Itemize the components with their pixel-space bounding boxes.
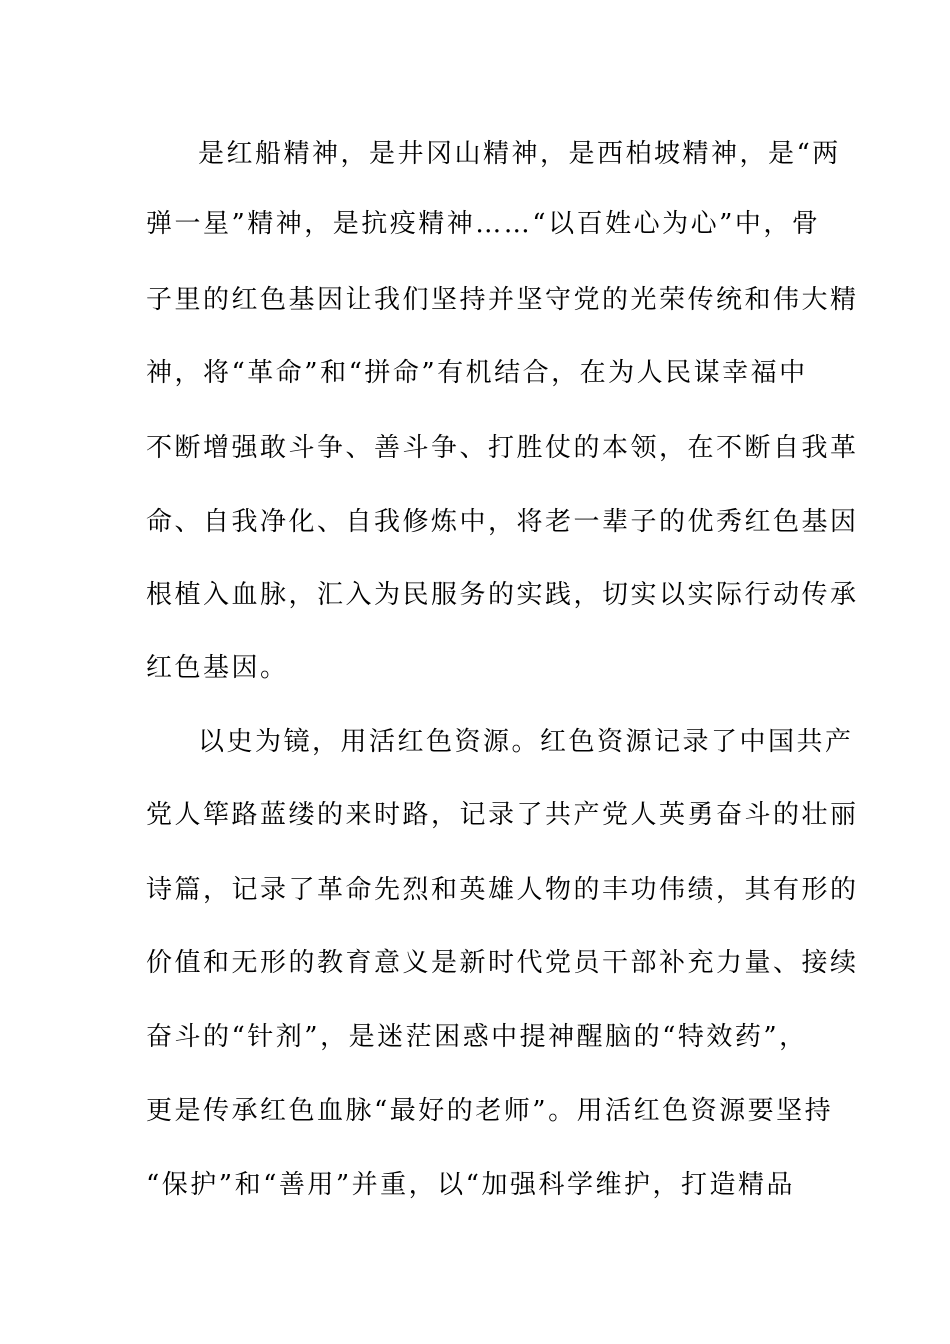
paragraph-1-line-3: 子里的红色基因让我们坚持并坚守党的光荣传统和伟大精 — [146, 285, 859, 315]
paragraph-2-line-5: 奋斗的“针剂”，是迷茫困惑中提神醒脑的“特效药”， — [146, 1022, 808, 1052]
paragraph-2-line-1: 以史为镜，用活红色资源。红色资源记录了中国共产 — [198, 727, 854, 757]
paragraph-2-line-4: 价值和无形的教育意义是新时代党员干部补充力量、接续 — [146, 948, 859, 978]
paragraph-1-line-5: 不断增强敢斗争、善斗争、打胜仗的本领，在不断自我革 — [146, 433, 859, 463]
paragraph-2-line-6: 更是传承红色血脉“最好的老师”。用活红色资源要坚持 — [146, 1096, 834, 1126]
paragraph-2-line-3: 诗篇，记录了革命先烈和英雄人物的丰功伟绩，其有形的 — [146, 875, 859, 905]
paragraph-1-line-6: 命、自我净化、自我修炼中，将老一辈子的优秀红色基因 — [146, 507, 859, 537]
paragraph-1-line-1: 是红船精神，是井冈山精神，是西柏坡精神，是“两 — [198, 139, 841, 169]
paragraph-1-line-8: 红色基因。 — [146, 653, 289, 683]
paragraph-1-line-7: 根植入血脉，汇入为民服务的实践，切实以实际行动传承 — [146, 580, 859, 610]
paragraph-1-line-2: 弹一星”精神，是抗疫精神……“以百姓心为心”中，骨 — [146, 209, 821, 239]
paragraph-2-line-7: “保护”和“善用”并重，以“加强科学维护，打造精品 — [146, 1170, 795, 1200]
paragraph-2-line-2: 党人筚路蓝缕的来时路，记录了共产党人英勇奋斗的壮丽 — [146, 800, 859, 830]
paragraph-1-line-4: 神，将“革命”和“拼命”有机结合，在为人民谋幸福中 — [146, 358, 808, 388]
